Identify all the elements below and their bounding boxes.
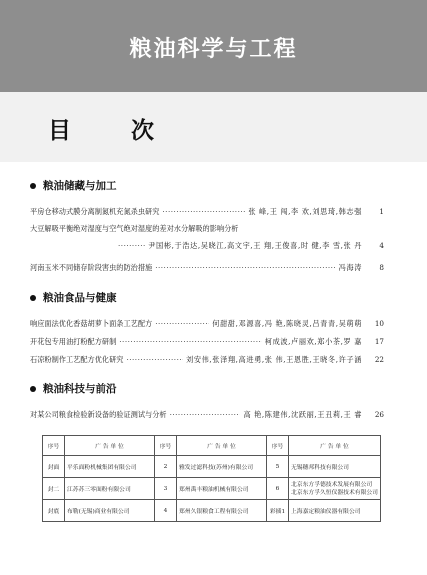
entry-page: 22	[374, 355, 384, 364]
toc-entry[interactable]	[30, 410, 384, 420]
entry-page: 26	[374, 410, 384, 419]
entry-authors: 高 艳,陈建伟,沈跃丽,王丑莉,王 睿	[243, 410, 362, 419]
entry-title: 河南玉米不同储存阶段害虫的防治措施	[30, 263, 153, 272]
entry-authors: 何甜甜,邓源喜,冯 艳,陈晓灵,吕青青,吴萌萌	[212, 319, 362, 328]
bullet-icon	[30, 386, 36, 392]
toc-entry[interactable]	[30, 355, 384, 365]
toc-entry[interactable]	[30, 224, 384, 251]
entry-page: 8	[379, 263, 384, 272]
table-cell: 江苏苏三零面粉有限公司	[65, 478, 155, 500]
table-cell: 5	[267, 456, 289, 478]
entry-title: 大豆解吸平衡绝对湿度与空气绝对湿度的差对水分解吸的影响分析	[30, 224, 239, 233]
table-cell: 无锡穗邦科技有限公司	[289, 456, 381, 478]
journal-banner	[0, 0, 427, 92]
column-header: 序号	[43, 436, 65, 456]
leader-dots	[119, 337, 262, 347]
table-cell: 6	[267, 478, 289, 500]
table-cell: 封底	[43, 500, 65, 522]
column-header: 广 告 单 位	[289, 436, 381, 456]
leader-dots	[170, 410, 241, 420]
bullet-icon	[30, 183, 36, 189]
toc-entry[interactable]	[30, 319, 384, 329]
column-header: 序号	[267, 436, 289, 456]
table-cell: 郑州禹丰粮油机械有限公司	[177, 478, 267, 500]
table-row	[43, 456, 381, 478]
entry-title: 平房仓移动式膜分离制氮机充氮杀虫研究	[30, 207, 160, 216]
leader-dots	[155, 263, 335, 273]
table-cell: 封二	[43, 478, 65, 500]
toc-entry[interactable]	[30, 263, 384, 273]
table-cell: 郑州久银粮食工程有限公司	[177, 500, 267, 522]
toc-entry[interactable]	[30, 337, 384, 347]
bullet-icon	[30, 295, 36, 301]
table-row	[43, 478, 381, 500]
table-cell: 2	[155, 456, 177, 478]
entry-page: 17	[374, 337, 384, 346]
column-header: 广 告 单 位	[177, 436, 267, 456]
entry-title: 对某公司粮食检验新设备的验证测试与分析	[30, 410, 167, 419]
section-heading-storage: 粮油储藏与加工	[30, 178, 117, 193]
entry-page: 4	[379, 241, 384, 250]
entry-authors: 冯海涛	[338, 263, 362, 272]
leader-dots	[126, 355, 183, 365]
journal-title: 粮油科学与工程	[129, 37, 298, 62]
entry-authors: 柯成波,卢丽欢,郑小茶,罗 嘉	[264, 337, 362, 346]
table-header-row	[43, 436, 381, 456]
entry-authors: 尹国彬,于浩达,吴晓江,高文宇,王 翔,王俊喜,时 健,李 雪,张 丹	[148, 241, 362, 250]
leader-dots	[118, 241, 145, 251]
entry-title: 响应面法优化香菇胡萝卜面条工艺配方	[30, 319, 153, 328]
table-cell: 封面	[43, 456, 65, 478]
advertiser-table	[42, 435, 381, 522]
entry-title: 石凉粉制作工艺配方优化研究	[30, 355, 124, 364]
column-header: 序号	[155, 436, 177, 456]
entry-page: 10	[374, 319, 384, 328]
leader-dots	[162, 207, 245, 217]
entry-page: 1	[379, 207, 384, 216]
section-heading-food: 粮油食品与健康	[30, 290, 117, 305]
table-cell: 彩插1	[267, 500, 289, 522]
entry-authors: 刘安伟,张泽翔,高进勇,张 伟,王恩胜,王晓冬,许子涵	[186, 355, 362, 364]
table-cell: 雅发过滤科技(苏州)有限公司	[177, 456, 267, 478]
table-cell: 北京东方孚德技术发展有限公司 北京东方孚久恒仪器技术有限公司	[289, 478, 381, 500]
section-heading-tech: 粮油科技与前沿	[30, 381, 117, 396]
column-header: 广 告 单 位	[65, 436, 155, 456]
entry-authors: 张 峰,王 闯,李 欢,刘思琦,韩志强	[248, 207, 362, 216]
toc-entry[interactable]	[30, 207, 384, 217]
table-cell: 4	[155, 500, 177, 522]
table-cell: 上海嘉定粮油仪器有限公司	[289, 500, 381, 522]
contents-heading: 目 次	[48, 118, 181, 144]
leader-dots	[155, 319, 209, 329]
contents-heading-bar	[0, 92, 427, 162]
table-cell: 3	[155, 478, 177, 500]
table-cell: 平乐面粉机械集团有限公司	[65, 456, 155, 478]
entry-title: 开花包专用油打粉配方研制	[30, 337, 117, 346]
table-row	[43, 500, 381, 522]
table-cell: 布勒(无锡)商业有限公司	[65, 500, 155, 522]
